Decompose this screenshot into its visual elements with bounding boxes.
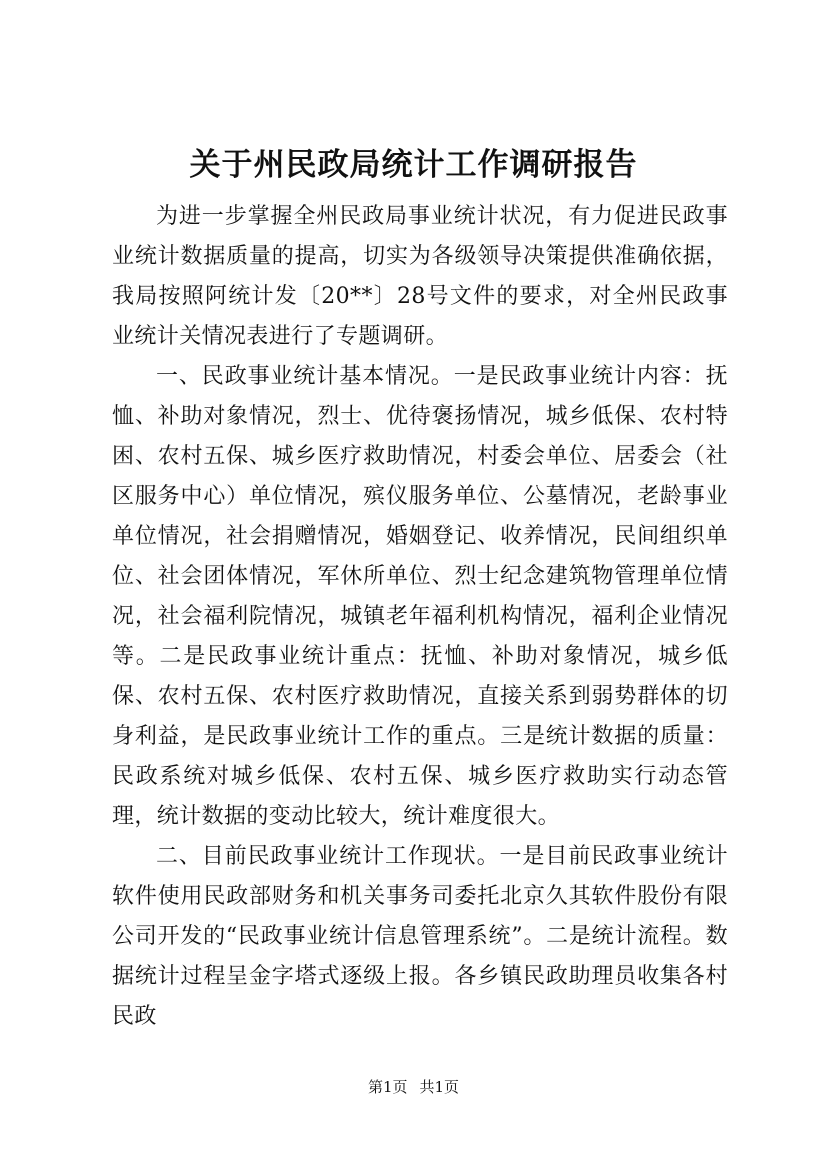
document-title: 关于州民政局统计工作调研报告 (189, 147, 638, 183)
page-footer (0, 1077, 827, 1097)
paragraph-basic-situation: 一、民政事业统计基本情况。一是民政事业统计内容：抚恤、补助对象情况，烈士、优待褒扬情况，城乡低保、农村特困、农村五保、城乡医疗救助情况，村委会单位、居委会（社区服务中心）单位情况，殡仪服务单位、公墓情况，老龄事业单位情况，社会捐赠情况，婚姻登记、收养情况，民间组织单位、社会团体情况，军休所单位、烈士纪念建筑物管理单位情况，社会福利院情况，城镇老年福利机构情况，福利企业情况等。二是民政事业统计重点：抚恤、补助对象情况，城乡低保、农村五保、农村医疗救助情况，直接关系到弱势群体的切身利益，是民政事业统计工作的重点。三是统计数据的质量：民政系统对城乡低保、农村五保、城乡医疗救助实行动态管理，统计数据的变动比较大，统计难度很大。 (112, 364, 728, 829)
page-number: 第1页 (367, 1078, 408, 1096)
paragraph-current-status: 二、目前民政事业统计工作现状。一是目前民政事业统计软件使用民政部财务和机关事务司委托北京久其软件股份有限公司开发的“民政事业统计信息管理系统”。二是统计流程。数据统计过程呈金字塔式逐级上报。各乡镇民政助理员收集各村民政 (112, 844, 728, 1029)
document-body (112, 197, 728, 1037)
paragraph-intro: 为进一步掌握全州民政局事业统计状况，有力促进民政事业统计数据质量的提高，切实为各级领导决策提供准确依据，我局按照阿统计发〔20**〕28号文件的要求，对全州民政事业统计关情况表进行了专题调研。 (112, 204, 728, 349)
page-total: 共1页 (419, 1078, 460, 1096)
